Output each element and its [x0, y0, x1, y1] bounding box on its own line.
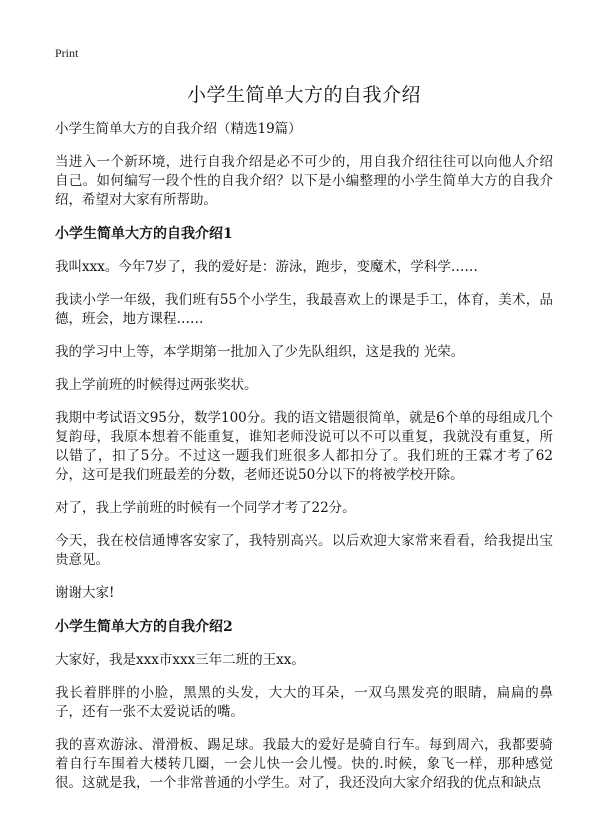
section-1-paragraph: 今天，我在校信通博客安家了，我特别高兴。以后欢迎大家常来看看，给我提出宝贵意见。 — [55, 533, 553, 568]
section-1-paragraph: 我上学前班的时候得过两张奖状。 — [55, 377, 258, 393]
section-1-heading: 小学生简单大方的自我介绍1 — [55, 226, 233, 242]
section-1-paragraph: 我读小学一年级，我们班有55个小学生，我最喜欢上的课是手工，体育，美术，品德，班会，地方课程…… — [55, 292, 553, 327]
print-link[interactable]: Print — [55, 46, 79, 60]
document-content — [55, 120, 553, 807]
section-2-paragraph: 我的喜欢游泳、滑滑板、踢足球。我最大的爱好是骑自行车。每到周六，我都要骑着自行车围着大楼转几圈，一会儿快一会儿慢。快的.时候，象飞一样，那种感觉很。这就是我，一个非常普通的小学生。对了，我还没向大家介绍我的优点和缺点 — [55, 737, 553, 791]
intro-paragraph: 当进入一个新环境，进行自我介绍是必不可少的，用自我介绍往往可以向他人介绍自己。如何编写一段个性的自我介绍？以下是小编整理的小学生简单大方的自我介绍，希望对大家有所帮助。 — [55, 154, 553, 208]
section-1-paragraph: 我的学习中上等，本学期第一批加入了少先队组织，这是我的 光荣。 — [55, 344, 465, 360]
section-1-paragraph: 谢谢大家! — [55, 585, 115, 601]
section-2-paragraph: 大家好，我是xxx市xxx三年二班的王xx。 — [55, 652, 305, 668]
document-subtitle: 小学生简单大方的自我介绍（精选19篇） — [55, 121, 302, 137]
page-title: 小学生简单大方的自我介绍 — [186, 84, 421, 106]
section-2-paragraph: 我长着胖胖的小脸，黑黑的头发，大大的耳朵，一双乌黑发亮的眼睛，扁扁的鼻子，还有一张不太爱说话的嘴。 — [55, 685, 553, 720]
section-2-heading: 小学生简单大方的自我介绍2 — [55, 619, 233, 635]
section-1-paragraph: 我叫xxx。今年7岁了，我的爱好是：游泳，跑步，变魔术，学科学…… — [55, 259, 478, 275]
section-1-paragraph: 对了，我上学前班的时候有一个同学才考了22分。 — [55, 500, 356, 516]
section-1-paragraph: 我期中考试语文95分，数学100分。我的语文错题很简单，就是6个单的母组成几个复韵母，我原本想着不能重复，谁知老师没说可以不可以重复，我就没有重复，所以错了，扣了5分。不过这一题我们班很多人都扣分了。我们班的王霖才考了62分，这可是我们班最差的分数，老师还说50分以下的将被学校开除。 — [55, 410, 553, 483]
